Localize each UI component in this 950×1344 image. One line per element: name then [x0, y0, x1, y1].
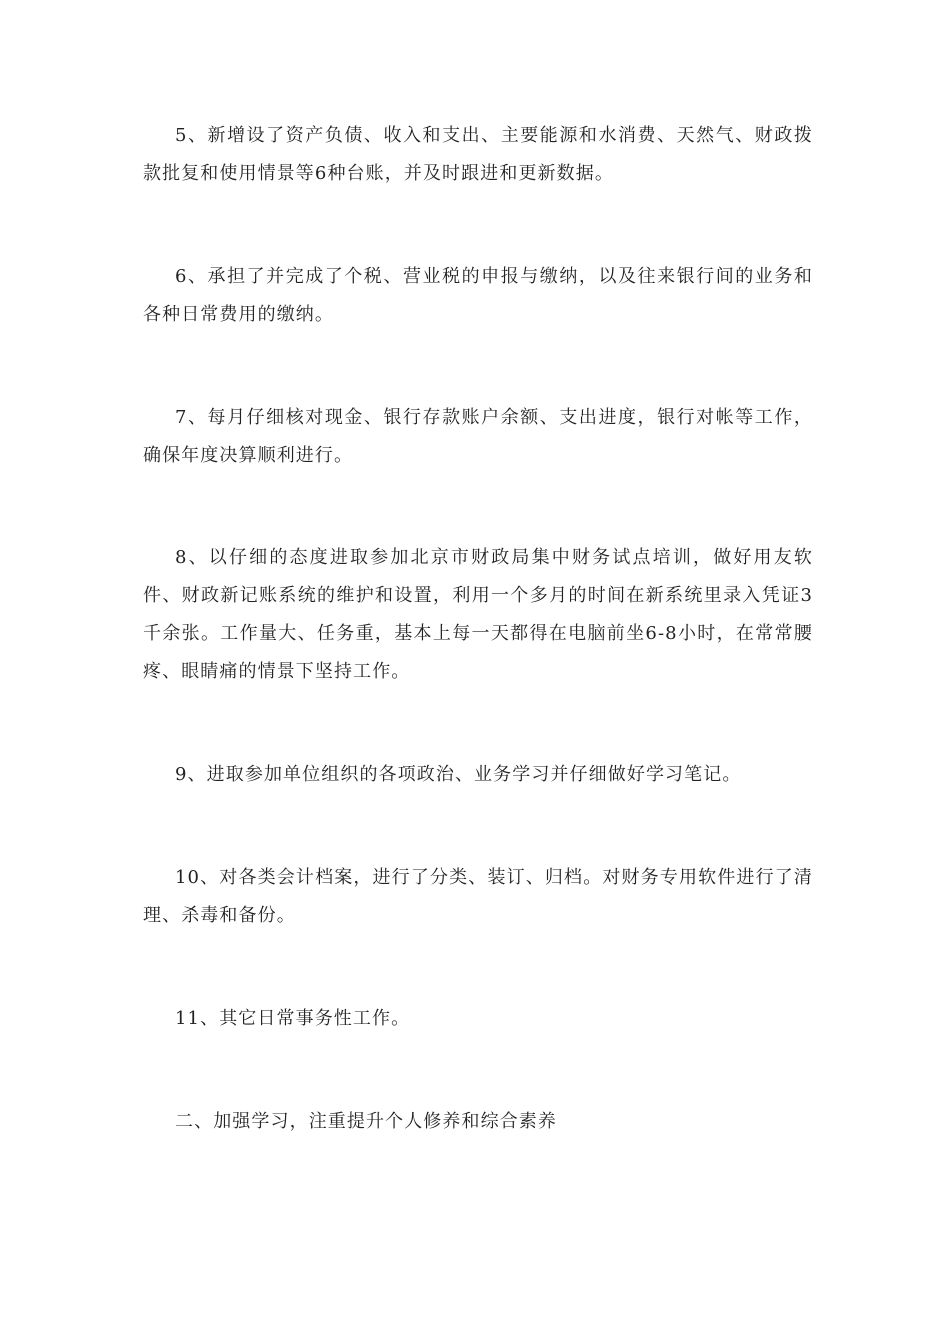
- paragraph-item-10: 10、对各类会计档案，进行了分类、装订、归档。对财务专用软件进行了清理、杀毒和备份。: [143, 867, 813, 926]
- paragraph-item-8: 8、以仔细的态度进取参加北京市财政局集中财务试点培训，做好用友软件、财政新记账系统的维护和设置，利用一个多月的时间在新系统里录入凭证3千余张。工作量大、任务重，基本上每一天都得在电脑前坐6-8小时，在常常腰疼、眼睛痛的情景下坚持工作。: [143, 547, 813, 682]
- paragraph-item-5: 5、新增设了资产负债、收入和支出、主要能源和水消费、天然气、财政拨款批复和使用情景等6种台账，并及时跟进和更新数据。: [143, 125, 813, 184]
- paragraph-item-11: 11、其它日常事务性工作。: [175, 1008, 411, 1029]
- section-heading: 二、加强学习，注重提升个人修养和综合素养: [175, 1111, 557, 1132]
- paragraph-item-9: 9、进取参加单位组织的各项政治、业务学习并仔细做好学习笔记。: [175, 764, 742, 785]
- paragraph-item-6: 6、承担了并完成了个税、营业税的申报与缴纳，以及往来银行间的业务和各种日常费用的缴纳。: [143, 266, 813, 325]
- paragraph-item-7: 7、每月仔细核对现金、银行存款账户余额、支出进度，银行对帐等工作，确保年度决算顺利进行。: [143, 407, 813, 466]
